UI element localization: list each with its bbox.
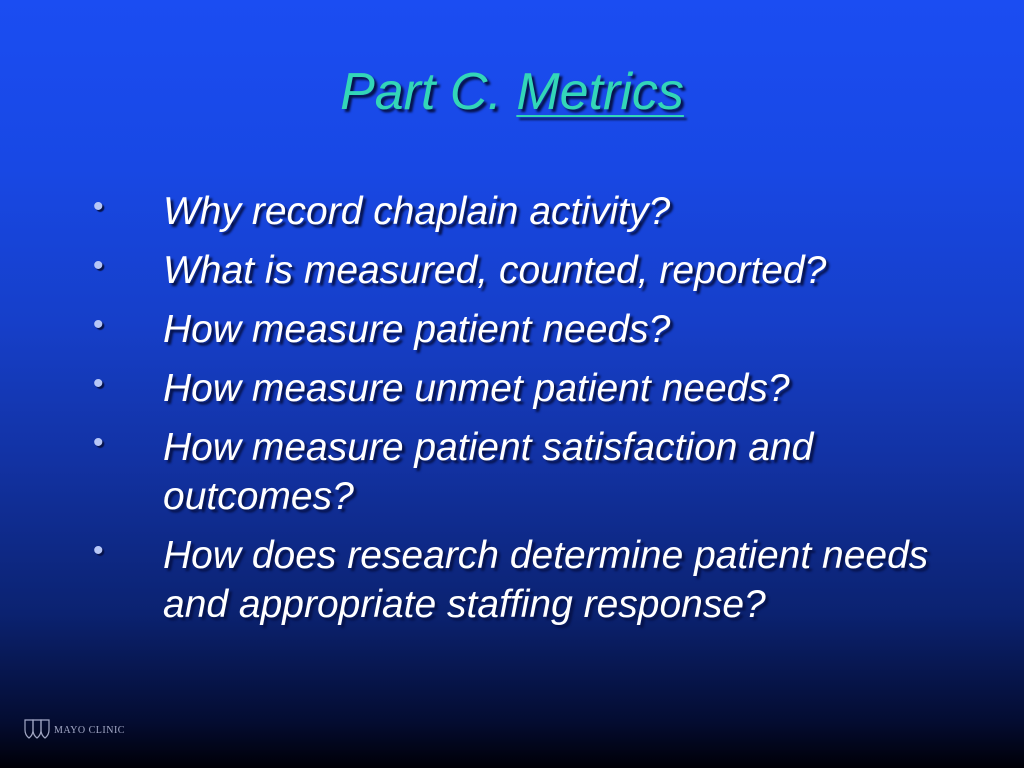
title-link-metrics[interactable]: Metrics <box>516 63 684 121</box>
bullet-list <box>0 187 1024 639</box>
bullet-item <box>0 364 943 413</box>
bullet-icon: • <box>93 426 104 459</box>
bullet-text: How does research determine patient needs and appropriate staffing response? <box>163 534 929 626</box>
mayo-clinic-logo <box>24 718 125 740</box>
bullet-item <box>0 531 943 629</box>
bullet-text: Why record chaplain activity? <box>163 190 671 233</box>
logo-text: MAYO CLINIC <box>54 724 125 736</box>
bullet-item <box>0 187 943 236</box>
bullet-icon: • <box>93 190 104 223</box>
bullet-item <box>0 423 943 521</box>
bullet-text: How measure patient satisfaction and outcomes? <box>163 426 814 518</box>
bullet-icon: • <box>93 308 104 341</box>
bullet-text: How measure patient needs? <box>163 308 671 351</box>
bullet-icon: • <box>93 249 104 282</box>
bullet-text: What is measured, counted, reported? <box>163 249 827 292</box>
bullet-icon: • <box>93 534 104 567</box>
bullet-item <box>0 305 943 354</box>
bullet-item <box>0 246 943 295</box>
title-prefix: Part C. <box>340 63 517 121</box>
bullet-icon: • <box>93 367 104 400</box>
bullet-text: How measure unmet patient needs? <box>163 367 790 410</box>
slide-title <box>0 60 1024 124</box>
mayo-shields-icon <box>24 718 50 740</box>
